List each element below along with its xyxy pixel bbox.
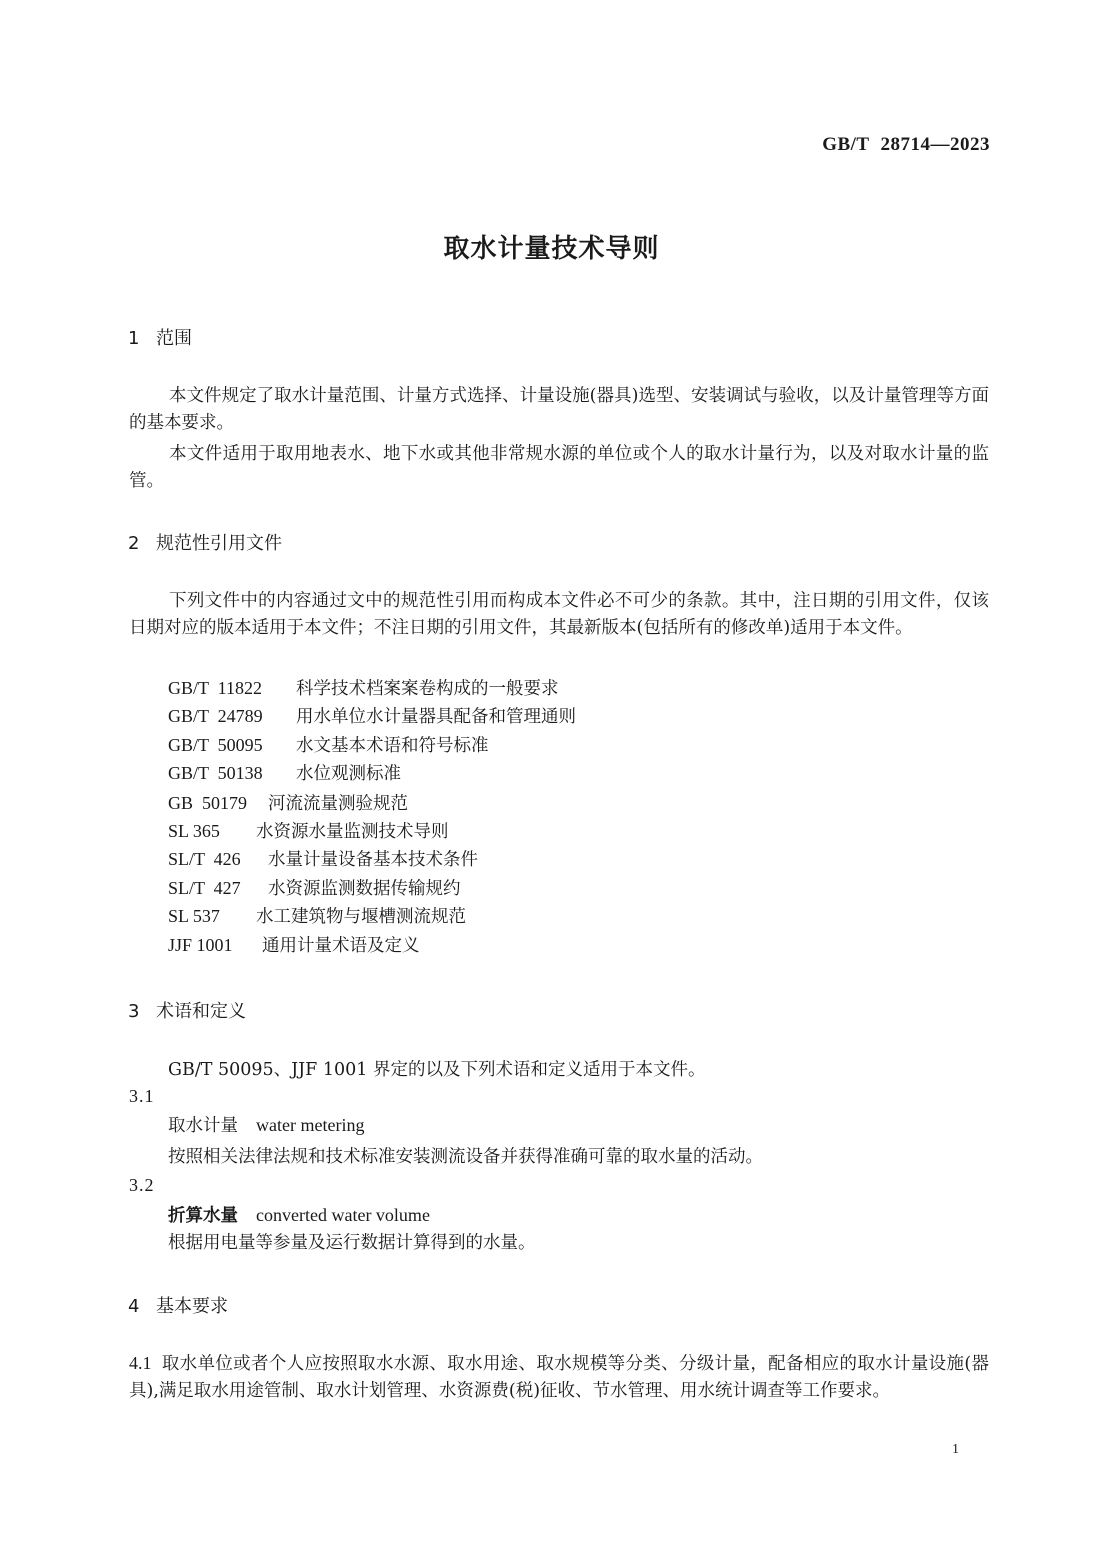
section-4-number: 4: [128, 1296, 140, 1317]
section-1-title: 范围: [156, 328, 192, 349]
clause-text: 取水单位或者个人应按照取水水源、取水用途、取水规模等分类、分级计量，配备相应的取水计量设施(器具),满足取水用途管制、取水计划管理、水资源费(税)征收、节水管理、用水统计调查等工作要求。: [129, 1354, 989, 1401]
reference-code: GB/T 11822: [168, 678, 263, 698]
term-chinese: 取水计量: [168, 1116, 238, 1136]
reference-item: [168, 760, 401, 785]
page-number: 1: [952, 1442, 959, 1457]
clause-number: 4.1: [129, 1353, 152, 1373]
term-heading: [168, 1112, 364, 1137]
reference-item: [168, 790, 408, 815]
reference-title: 科学技术档案案卷构成的一般要求: [296, 679, 559, 699]
reference-code: JJF 1001: [168, 935, 233, 955]
reference-code: SL/T 426: [168, 849, 241, 869]
reference-code: GB/T 50138: [168, 763, 263, 783]
reference-item: [168, 818, 449, 843]
term-heading: [168, 1202, 430, 1227]
section-3-intro: GB/T 50095、JJF 1001 界定的以及下列术语和定义适用于本文件。: [168, 1060, 706, 1080]
reference-title: 水资源监测数据传输规约: [268, 879, 461, 899]
section-2-paragraph-1: 下列文件中的内容通过文中的规范性引用而构成本文件必不可少的条款。其中，注日期的引用文件，仅该日期对应的版本适用于本文件；不注日期的引用文件，其最新版本(包括所有的修改单)适用于本文件。: [129, 591, 989, 638]
reference-code: SL 537: [168, 906, 220, 926]
section-3-heading: [128, 997, 246, 1023]
reference-code: SL 365: [168, 821, 220, 841]
section-2-title: 规范性引用文件: [156, 533, 282, 554]
section-4-heading: [128, 1292, 228, 1318]
section-4-paragraph-1: [129, 1350, 989, 1405]
reference-title: 水资源水量监测技术导则: [256, 822, 449, 842]
section-1-paragraph-1: 本文件规定了取水计量范围、计量方式选择、计量设施(器具)选型、安装调试与验收，以及计量管理等方面的基本要求。: [129, 386, 989, 433]
reference-code: GB 50179: [168, 793, 248, 813]
reference-title: 水量计量设备基本技术条件: [268, 850, 478, 870]
reference-title: 用水单位水计量器具配备和管理通则: [296, 707, 576, 727]
reference-item: [168, 675, 559, 700]
reference-code: GB/T 50095: [168, 735, 263, 755]
term-definition: 按照相关法律法规和技术标准安装测流设备并获得准确可靠的取水量的活动。: [168, 1147, 763, 1167]
term-english: water metering: [256, 1115, 365, 1135]
term-number: 3.1: [129, 1086, 155, 1106]
section-4-title: 基本要求: [156, 1296, 228, 1317]
section-1-heading: [128, 324, 192, 350]
term-chinese: 折算水量: [168, 1206, 238, 1226]
section-3-number: 3: [128, 1001, 140, 1022]
term-english: converted water volume: [256, 1205, 430, 1225]
reference-code: GB/T 24789: [168, 706, 263, 726]
section-1-number: 1: [128, 328, 140, 349]
section-3-title: 术语和定义: [156, 1001, 246, 1022]
term-definition: 根据用电量等参量及运行数据计算得到的水量。: [168, 1233, 536, 1253]
reference-title: 水位观测标准: [296, 764, 401, 784]
reference-title: 河流流量测验规范: [268, 794, 408, 814]
term-number: 3.2: [129, 1175, 155, 1195]
reference-title: 水文基本术语和符号标准: [296, 736, 489, 756]
document-title: 取水计量技术导则: [443, 234, 660, 264]
reference-code: SL/T 427: [168, 878, 241, 898]
section-2-heading: [128, 529, 282, 555]
reference-item: [168, 846, 478, 871]
reference-item: [168, 875, 461, 900]
section-1-paragraph-2: 本文件适用于取用地表水、地下水或其他非常规水源的单位或个人的取水计量行为，以及对取水计量的监管。: [129, 444, 989, 491]
reference-title: 通用计量术语及定义: [262, 936, 420, 956]
reference-item: [168, 703, 576, 728]
standard-number: GB/T 28714—2023: [822, 134, 990, 155]
reference-title: 水工建筑物与堰槽测流规范: [256, 907, 466, 927]
section-2-number: 2: [128, 533, 140, 554]
reference-item: [168, 932, 420, 957]
reference-item: [168, 903, 466, 928]
reference-item: [168, 732, 489, 757]
